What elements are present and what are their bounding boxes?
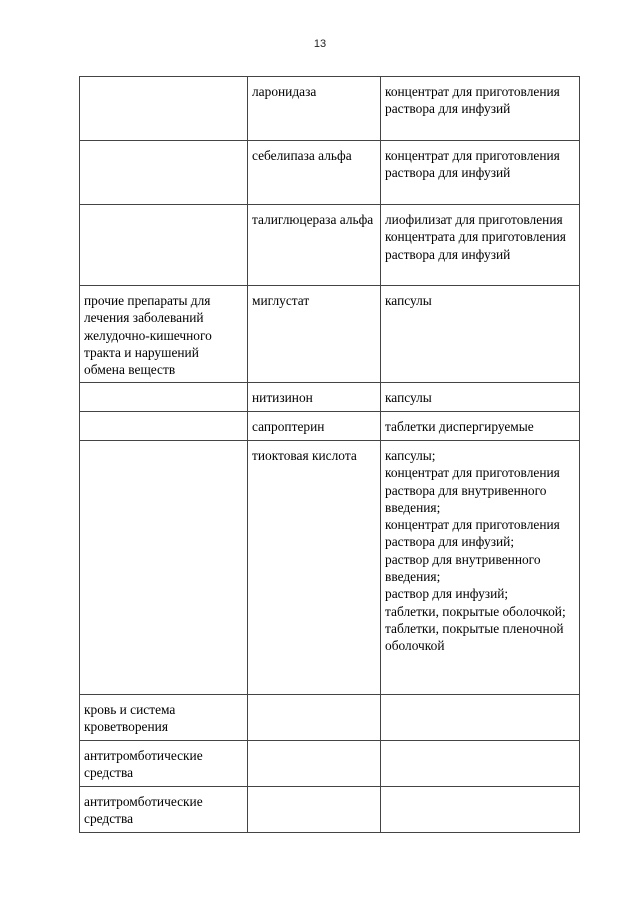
group-cell: кровь и система кроветворения [80, 695, 248, 741]
dosage-form: лиофилизат для приготовления концентрата для приготовления раствора для инфузий [385, 212, 566, 262]
drug-name-cell: нитизинон [248, 383, 381, 412]
group-cell [80, 412, 248, 441]
dosage-form: таблетки, покрытые пленочной оболочкой [385, 620, 564, 654]
group-cell: антитромботические средства [80, 787, 248, 833]
table-row [80, 77, 580, 141]
group-cell: прочие препараты для лечения заболеваний желудочно-кишечного тракта и нарушений обмена веществ [80, 286, 248, 383]
dosage-form: концентрат для приготовления раствора для инфузий; [385, 517, 560, 550]
drug-name-cell [248, 695, 381, 741]
table-row [80, 787, 580, 833]
dosage-form-cell [381, 383, 580, 412]
group-cell [80, 141, 248, 205]
dosage-form: капсулы [385, 390, 432, 405]
dosage-form-cell [381, 77, 580, 141]
dosage-form-cell [381, 441, 580, 695]
dosage-form: концентрат для приготовления раствора для инфузий [385, 148, 560, 181]
table-row [80, 412, 580, 441]
table-row [80, 441, 580, 695]
table-row [80, 741, 580, 787]
table-row [80, 141, 580, 205]
table-row [80, 383, 580, 412]
group-cell [80, 441, 248, 695]
dosage-form: концентрат для приготовления раствора для инфузий [385, 84, 560, 117]
drug-name-cell [248, 741, 381, 787]
dosage-form-cell [381, 205, 580, 286]
table-row [80, 286, 580, 383]
dosage-form-cell [381, 412, 580, 441]
dosage-form: раствор для внутривенного введения; [385, 551, 541, 585]
drug-name-cell: миглустат [248, 286, 381, 383]
dosage-form: капсулы [385, 293, 432, 308]
table-row [80, 205, 580, 286]
dosage-form-cell [381, 787, 580, 833]
page-number: 13 [313, 38, 327, 50]
dosage-form-cell [381, 141, 580, 205]
dosage-form-cell [381, 286, 580, 383]
drug-name-cell: сапроптерин [248, 412, 381, 441]
drug-name-cell: тиоктовая кислота [248, 441, 381, 695]
drug-name-cell: себелипаза альфа [248, 141, 381, 205]
dosage-form: концентрат для приготовления раствора для внутривенного введения; [385, 465, 560, 515]
drug-name-cell: талиглюцераза альфа [248, 205, 381, 286]
group-cell [80, 383, 248, 412]
group-cell [80, 77, 248, 141]
dosage-form-cell [381, 741, 580, 787]
dosage-form-cell [381, 695, 580, 741]
group-cell: антитромботические средства [80, 741, 248, 787]
drug-name-cell [248, 787, 381, 833]
dosage-form: таблетки, покрытые оболочкой; [385, 603, 566, 619]
drug-name-cell: ларонидаза [248, 77, 381, 141]
table-row [80, 695, 580, 741]
dosage-form: таблетки диспергируемые [385, 419, 534, 434]
drug-table [79, 76, 580, 833]
dosage-form: капсулы; [385, 448, 436, 463]
dosage-form: раствор для инфузий; [385, 586, 509, 602]
group-cell [80, 205, 248, 286]
